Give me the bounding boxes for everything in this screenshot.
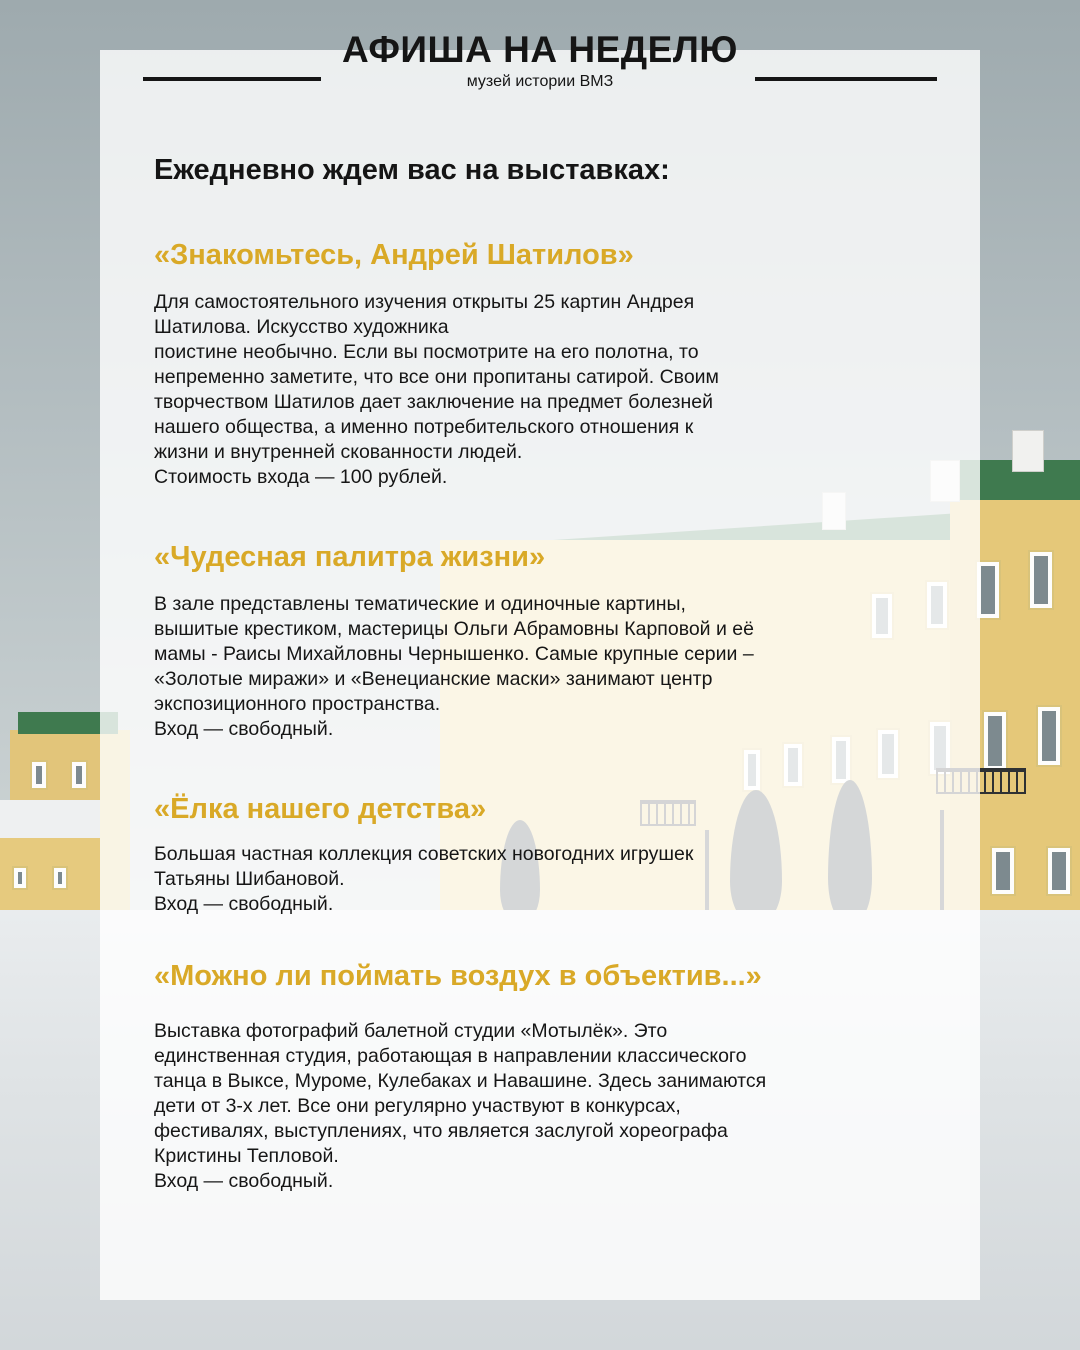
- snowy-roof: [0, 800, 100, 840]
- window: [70, 760, 88, 790]
- header: [0, 28, 1080, 108]
- window: [12, 866, 28, 890]
- page-title: АФИША НА НЕДЕЛЮ: [342, 29, 738, 70]
- window: [30, 760, 48, 790]
- exhibition-description: В зале представлены тематические и одиночные картины, вышитые крестиком, мастерицы Ольги Абрамовны Карповой и её мамы - Раисы Михайловны Чернышенко. Самые крупные серии – «Золотые миражи» и «Венецианские маски» занимают центр экспозиционного пространства. Вход — свободный.: [154, 593, 754, 740]
- exhibition-title: «Чудесная палитра жизни»: [154, 541, 546, 573]
- exhibition-title: «Можно ли поймать воздух в объектив...»: [154, 960, 762, 992]
- window: [982, 710, 1008, 772]
- exhibition-section: [154, 538, 914, 742]
- window: [1036, 705, 1062, 767]
- exhibition-description: Выставка фотографий балетной студии «Мотылёк». Это единственная студия, работающая в направлении классического танца в Выксе, Муроме, Кулебаках и Навашине. Здесь занимаются дети от 3-х лет. Все они регулярно участвуют в конкурсах, фестивалях, выступлениях, что является заслугой хореографа Кристины Тепловой. Вход — свободный.: [154, 1020, 767, 1192]
- exhibition-description: Большая частная коллекция советских новогодних игрушек Татьяны Шибановой. Вход — свободный.: [154, 843, 694, 915]
- exhibition-description: Для самостоятельного изучения открыты 25 картин Андрея Шатилова. Искусство художника поистине необычно. Если вы посмотрите на его полотна, то непременно заметите, что все они пропитаны сатирой. Своим творчеством Шатилов дает заключение на предмет болезней нашего общества, а именно потребительского отношения к жизни и внутренней скованности людей. Стоимость входа — 100 рублей.: [154, 291, 719, 488]
- window: [52, 866, 68, 890]
- window: [990, 846, 1016, 896]
- chimney: [1012, 430, 1044, 472]
- window: [1028, 550, 1054, 610]
- exhibition-section: [154, 790, 914, 917]
- window: [1046, 846, 1072, 896]
- intro-heading: Ежедневно ждем вас на выставках:: [154, 154, 670, 186]
- content: [154, 150, 914, 1194]
- exhibition-title: «Ёлка нашего детства»: [154, 793, 487, 825]
- exhibition-title: «Знакомьтесь, Андрей Шатилов»: [154, 239, 634, 271]
- exhibition-section: [154, 236, 914, 490]
- page-subtitle: музей истории ВМЗ: [466, 73, 614, 90]
- exhibition-section: [154, 957, 914, 1194]
